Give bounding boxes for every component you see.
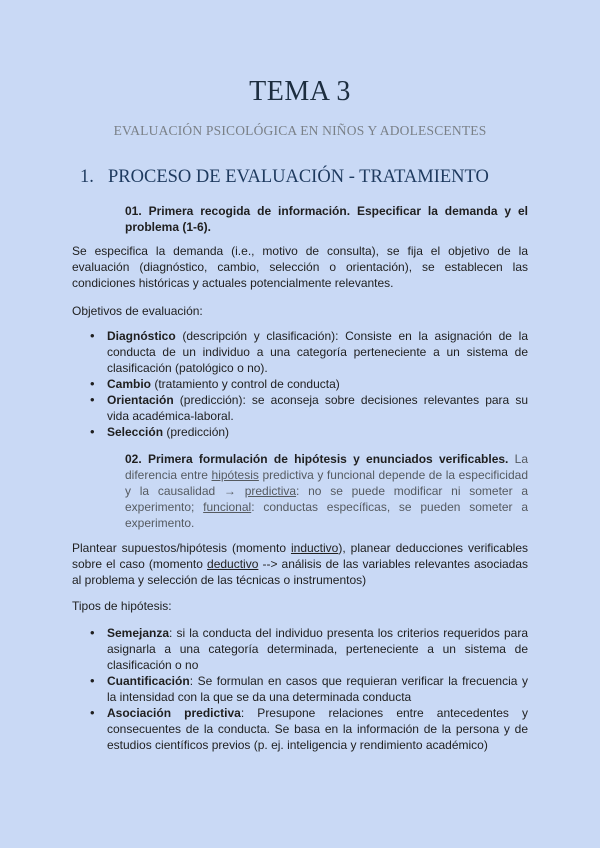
tipos-list	[72, 625, 528, 753]
list-item-term: Cambio	[107, 377, 152, 391]
list-item-term: Selección	[107, 425, 164, 439]
page-subtitle: EVALUACIÓN PSICOLÓGICA EN NIÑOS Y ADOLESCENTES	[113, 123, 487, 138]
list-item-term: Semejanza	[107, 626, 170, 640]
list-item-text: (predicción): se aconseja sobre decisiones relevantes para su vida académica-laboral.	[107, 393, 528, 423]
list-item-text: (predicción)	[163, 425, 230, 439]
step-02-text: predictiva y funcional depende de la especificidad y la causalidad →	[125, 468, 528, 498]
objetivos-label: Objetivos de evaluación:	[72, 304, 203, 318]
list-item-text: : Presupone relaciones entre antecedentes y consecuentes de la conducta. Se basa en la información de la persona y de estudios científicos previos (p. ej. inteligencia y rendimiento académico)	[107, 706, 528, 752]
step-02-heading: 02. Primera formulación de hipótesis y enunciados verificables.	[125, 452, 509, 466]
list-item-term: Cuantificación	[107, 674, 190, 688]
section-number: 1.	[80, 167, 94, 187]
list-item-term: Orientación	[107, 393, 174, 407]
list-item-text: (descripción y clasificación): Consiste en la asignación de la conducta de un individuo a una categoría perteneciente a un sistema de clasificación (patológico o no).	[107, 329, 528, 375]
list-item-term: Asociación predictiva	[107, 706, 241, 720]
objetivos-list	[72, 328, 528, 440]
paragraph-text: ), planear deducciones verificables sobre el caso (momento	[72, 541, 528, 571]
hypothesis-paragraph	[72, 540, 528, 588]
intro-paragraph	[72, 243, 528, 291]
section-title: PROCESO DE EVALUACIÓN - TRATAMIENTO	[108, 167, 489, 187]
paragraph-text: --> análisis de las variables relevantes asociadas al problema y selección de las técnicas o instrumentos)	[72, 557, 529, 587]
paragraph-demanda: Se especifica la demanda (i.e., motivo de consulta), se fija el objetivo de la evaluación (diagnóstico, cambio, selección o orientación), se establecen las condiciones históricas y actuales potencialmente relevantes.	[72, 244, 528, 290]
list-item-term: Diagnóstico	[107, 329, 176, 343]
underlined-term: inductivo	[290, 541, 339, 555]
step-02-text: : no se puede modificar ni someter a experimento;	[125, 484, 528, 514]
list-item	[72, 673, 528, 705]
list-item	[72, 376, 528, 392]
underlined-term: funcional	[203, 500, 252, 514]
list-item-text: : si la conducta del individuo presenta los criterios requeridos para asignarla a una categoría determinada, perteneciente a un sistema de clasificación o no	[107, 626, 528, 672]
paragraph-text: Plantear supuestos/hipótesis (momento	[72, 541, 291, 555]
list-item-text: : Se formulan en casos que requieran verificar la frecuencia y la intensidad con la que se da una determinada conducta	[107, 674, 528, 704]
underlined-term: predictiva	[244, 484, 297, 498]
list-item-text: (tratamiento y control de conducta)	[151, 377, 340, 391]
underlined-term: deductivo	[207, 557, 259, 571]
list-item	[72, 705, 528, 753]
underlined-term: hipótesis	[211, 468, 259, 482]
list-item	[72, 392, 528, 424]
list-item	[72, 625, 528, 673]
step-02-block	[125, 451, 528, 531]
step-02-text: La diferencia entre	[125, 452, 528, 482]
step-02-text: : conductas específicas, se pueden someter a experimento.	[125, 500, 528, 530]
step-01-heading: 01. Primera recogida de información. Especificar la demanda y el problema (1-6).	[125, 204, 528, 234]
list-item	[72, 328, 528, 376]
list-item	[72, 424, 528, 440]
section-heading	[80, 167, 540, 188]
tipos-label: Tipos de hipótesis:	[72, 599, 172, 613]
page-title: TEMA 3	[249, 76, 351, 107]
